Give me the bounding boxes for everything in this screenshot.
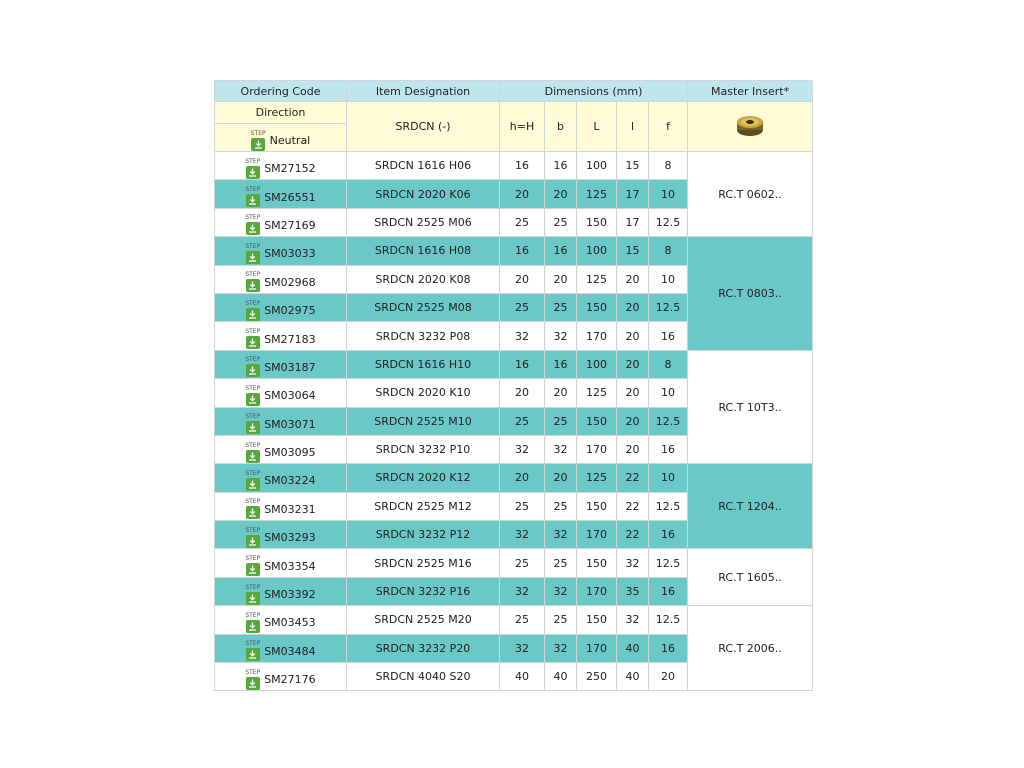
step-download-button[interactable]: STEP — [245, 443, 260, 463]
item-designation: SRDCN 2525 M10 — [347, 407, 500, 435]
dim-f: 12.5 — [649, 549, 688, 577]
dim-f: 16 — [649, 521, 688, 549]
dim-L: 150 — [577, 549, 617, 577]
ordering-code[interactable]: SM03392 — [264, 588, 316, 602]
ordering-code-cell — [215, 464, 347, 492]
item-designation: SRDCN 2020 K10 — [347, 379, 500, 407]
dim-h: 32 — [500, 634, 545, 662]
ordering-code[interactable]: SM03231 — [264, 502, 316, 516]
item-designation: SRDCN 2525 M20 — [347, 606, 500, 634]
dim-l: 35 — [617, 577, 649, 605]
dim-f: 10 — [649, 180, 688, 208]
master-insert-cell: RC.T 1605.. — [688, 549, 813, 606]
ordering-code[interactable]: SM03033 — [264, 247, 316, 261]
dim-f: 16 — [649, 634, 688, 662]
ordering-code-cell — [215, 549, 347, 577]
step-download-button[interactable]: STEP — [245, 613, 260, 633]
ordering-code[interactable]: SM03354 — [264, 559, 316, 573]
dim-L: 150 — [577, 606, 617, 634]
download-icon — [248, 452, 257, 461]
download-icon — [248, 310, 257, 319]
dim-L: 170 — [577, 577, 617, 605]
item-designation: SRDCN 1616 H06 — [347, 152, 500, 180]
download-icon — [248, 650, 257, 659]
dim-h: 25 — [500, 606, 545, 634]
item-designation: SRDCN 1616 H10 — [347, 350, 500, 378]
table-row — [215, 350, 813, 378]
download-icon — [254, 140, 263, 149]
product-table — [214, 80, 813, 691]
header-col-l: l — [617, 102, 649, 152]
dim-L: 150 — [577, 208, 617, 236]
download-icon — [248, 281, 257, 290]
dim-b: 25 — [545, 492, 577, 520]
dim-l: 20 — [617, 435, 649, 463]
header-col-b: b — [545, 102, 577, 152]
header-dimensions: Dimensions (mm) — [500, 81, 688, 102]
ordering-code-cell — [215, 521, 347, 549]
table-row — [215, 152, 813, 180]
step-download-button[interactable]: STEP — [245, 159, 260, 179]
ordering-code-cell — [215, 208, 347, 236]
dim-L: 125 — [577, 464, 617, 492]
item-designation: SRDCN 2525 M06 — [347, 208, 500, 236]
dim-L: 100 — [577, 237, 617, 265]
master-insert-cell: RC.T 0803.. — [688, 237, 813, 351]
master-insert-cell: RC.T 1204.. — [688, 464, 813, 549]
header-col-L: L — [577, 102, 617, 152]
step-download-button[interactable]: STEP — [245, 357, 260, 377]
dim-L: 170 — [577, 521, 617, 549]
dim-b: 32 — [545, 521, 577, 549]
dim-b: 40 — [545, 663, 577, 691]
dim-b: 25 — [545, 208, 577, 236]
download-icon — [248, 508, 257, 517]
item-designation: SRDCN 3232 P08 — [347, 322, 500, 350]
header-neutral: STEP Neutral — [215, 124, 347, 152]
dim-L: 150 — [577, 407, 617, 435]
dim-l: 32 — [617, 606, 649, 634]
item-designation: SRDCN 3232 P16 — [347, 577, 500, 605]
step-download-button[interactable]: STEP — [245, 215, 260, 235]
ordering-code-cell — [215, 322, 347, 350]
dim-f: 8 — [649, 350, 688, 378]
dim-b: 20 — [545, 379, 577, 407]
ordering-code-cell — [215, 350, 347, 378]
download-icon — [248, 565, 257, 574]
dim-h: 32 — [500, 577, 545, 605]
ordering-code-cell — [215, 606, 347, 634]
header-col-h: h=H — [500, 102, 545, 152]
table-row — [215, 606, 813, 634]
dim-L: 125 — [577, 265, 617, 293]
step-download-button[interactable]: STEP — [245, 244, 260, 264]
dim-h: 20 — [500, 180, 545, 208]
download-icon — [248, 253, 257, 262]
dim-L: 100 — [577, 350, 617, 378]
step-download-button[interactable]: STEP — [245, 499, 260, 519]
step-download-button[interactable]: STEP — [245, 414, 260, 434]
step-download-button[interactable]: STEP — [245, 329, 260, 349]
dim-f: 8 — [649, 237, 688, 265]
dim-L: 150 — [577, 293, 617, 321]
header-ordering-code: Ordering Code — [215, 81, 347, 102]
dim-f: 16 — [649, 577, 688, 605]
dim-h: 40 — [500, 663, 545, 691]
header-master-insert: Master Insert* — [688, 81, 813, 102]
dim-b: 16 — [545, 350, 577, 378]
dim-b: 25 — [545, 407, 577, 435]
ordering-code-cell — [215, 293, 347, 321]
dim-l: 22 — [617, 492, 649, 520]
download-icon — [248, 594, 257, 603]
ordering-code[interactable]: SM27169 — [264, 218, 316, 232]
ordering-code-cell — [215, 577, 347, 605]
item-designation: SRDCN 2020 K08 — [347, 265, 500, 293]
dim-l: 20 — [617, 322, 649, 350]
dim-l: 20 — [617, 379, 649, 407]
ordering-code-cell — [215, 379, 347, 407]
dim-b: 32 — [545, 435, 577, 463]
header-direction: Direction — [215, 102, 347, 124]
dim-b: 32 — [545, 322, 577, 350]
dim-h: 20 — [500, 379, 545, 407]
table-row — [215, 549, 813, 577]
ordering-code[interactable]: SM02968 — [264, 275, 316, 289]
ordering-code[interactable]: SM03187 — [264, 360, 316, 374]
dim-h: 25 — [500, 549, 545, 577]
ordering-code[interactable]: SM03095 — [264, 446, 316, 460]
download-icon — [248, 537, 257, 546]
ordering-code[interactable]: SM03293 — [264, 531, 316, 545]
download-icon — [248, 196, 257, 205]
download-icon — [248, 480, 257, 489]
master-insert-image — [688, 102, 813, 152]
ordering-code[interactable]: SM27176 — [264, 673, 316, 687]
ordering-code-cell — [215, 152, 347, 180]
dim-f: 16 — [649, 435, 688, 463]
ordering-code-cell — [215, 492, 347, 520]
ordering-code[interactable]: SM03484 — [264, 644, 316, 658]
dim-l: 20 — [617, 407, 649, 435]
step-download-button[interactable]: STEP — [245, 471, 260, 491]
item-designation: SRDCN 2525 M12 — [347, 492, 500, 520]
dim-b: 16 — [545, 152, 577, 180]
dim-b: 20 — [545, 464, 577, 492]
step-download-button[interactable]: STEP — [245, 301, 260, 321]
dim-L: 125 — [577, 379, 617, 407]
dim-L: 170 — [577, 435, 617, 463]
step-download-button[interactable]: STEP — [245, 585, 260, 605]
dim-h: 32 — [500, 322, 545, 350]
dim-L: 100 — [577, 152, 617, 180]
dim-h: 16 — [500, 152, 545, 180]
dim-b: 32 — [545, 634, 577, 662]
dim-b: 25 — [545, 606, 577, 634]
dim-L: 170 — [577, 322, 617, 350]
download-icon — [248, 168, 257, 177]
dim-h: 25 — [500, 293, 545, 321]
header-item-designation: Item Designation — [347, 81, 500, 102]
dim-h: 20 — [500, 464, 545, 492]
dim-h: 32 — [500, 521, 545, 549]
insert-image-icon — [735, 112, 765, 138]
step-download-button[interactable]: STEP — [245, 670, 260, 690]
dim-L: 170 — [577, 634, 617, 662]
ordering-code-cell — [215, 265, 347, 293]
download-icon — [248, 679, 257, 688]
dim-f: 10 — [649, 379, 688, 407]
dim-f: 12.5 — [649, 407, 688, 435]
dim-h: 25 — [500, 208, 545, 236]
step-download-button[interactable]: STEP — [245, 556, 260, 576]
item-designation: SRDCN 3232 P10 — [347, 435, 500, 463]
item-designation: SRDCN 2525 M16 — [347, 549, 500, 577]
download-icon — [248, 395, 257, 404]
item-designation: SRDCN 2020 K06 — [347, 180, 500, 208]
item-designation: SRDCN 3232 P12 — [347, 521, 500, 549]
dim-l: 32 — [617, 549, 649, 577]
step-download-button[interactable]: STEP — [245, 386, 260, 406]
ordering-code[interactable]: SM27152 — [264, 162, 316, 176]
item-designation: SRDCN 2020 K12 — [347, 464, 500, 492]
ordering-code[interactable]: SM03453 — [264, 616, 316, 630]
dim-l: 17 — [617, 180, 649, 208]
download-icon — [248, 224, 257, 233]
dim-l: 20 — [617, 350, 649, 378]
ordering-code[interactable]: SM02975 — [264, 304, 316, 318]
step-download-button[interactable]: STEP — [245, 528, 260, 548]
dim-b: 20 — [545, 180, 577, 208]
table-row — [215, 464, 813, 492]
dim-f: 12.5 — [649, 293, 688, 321]
dim-f: 8 — [649, 152, 688, 180]
dim-l: 20 — [617, 293, 649, 321]
ordering-code-cell — [215, 663, 347, 691]
table-row — [215, 237, 813, 265]
dim-l: 40 — [617, 663, 649, 691]
dim-h: 25 — [500, 407, 545, 435]
dim-h: 16 — [500, 237, 545, 265]
dim-f: 12.5 — [649, 606, 688, 634]
download-icon — [248, 338, 257, 347]
dim-l: 15 — [617, 152, 649, 180]
dim-f: 10 — [649, 265, 688, 293]
dim-L: 250 — [577, 663, 617, 691]
dim-l: 20 — [617, 265, 649, 293]
ordering-code[interactable]: SM27183 — [264, 332, 316, 346]
ordering-code-cell — [215, 407, 347, 435]
dim-l: 17 — [617, 208, 649, 236]
ordering-code[interactable]: SM03224 — [264, 474, 316, 488]
dim-f: 16 — [649, 322, 688, 350]
dim-f: 10 — [649, 464, 688, 492]
ordering-code[interactable]: SM26551 — [264, 190, 316, 204]
dim-h: 25 — [500, 492, 545, 520]
item-designation: SRDCN 3232 P20 — [347, 634, 500, 662]
dim-l: 22 — [617, 521, 649, 549]
dim-b: 16 — [545, 237, 577, 265]
ordering-code-cell — [215, 435, 347, 463]
dim-f: 20 — [649, 663, 688, 691]
item-designation: SRDCN 4040 S20 — [347, 663, 500, 691]
step-download-button[interactable]: STEP — [245, 272, 260, 292]
dim-L: 150 — [577, 492, 617, 520]
step-download-button[interactable]: STEP — [251, 131, 266, 151]
dim-l: 15 — [617, 237, 649, 265]
master-insert-cell: RC.T 0602.. — [688, 152, 813, 237]
dim-l: 40 — [617, 634, 649, 662]
item-designation: SRDCN 1616 H08 — [347, 237, 500, 265]
download-icon — [248, 423, 257, 432]
ordering-code-cell — [215, 634, 347, 662]
ordering-code-cell — [215, 180, 347, 208]
dim-L: 125 — [577, 180, 617, 208]
dim-l: 22 — [617, 464, 649, 492]
dim-b: 20 — [545, 265, 577, 293]
step-download-button[interactable]: STEP — [245, 187, 260, 207]
master-insert-cell: RC.T 10T3.. — [688, 350, 813, 464]
dim-f: 12.5 — [649, 492, 688, 520]
master-insert-cell: RC.T 2006.. — [688, 606, 813, 691]
ordering-code[interactable]: SM03071 — [264, 417, 316, 431]
header-col-f: f — [649, 102, 688, 152]
download-icon — [248, 366, 257, 375]
ordering-code-cell — [215, 237, 347, 265]
dim-b: 25 — [545, 549, 577, 577]
dim-b: 32 — [545, 577, 577, 605]
dim-h: 20 — [500, 265, 545, 293]
dim-b: 25 — [545, 293, 577, 321]
dim-f: 12.5 — [649, 208, 688, 236]
step-download-button[interactable]: STEP — [245, 641, 260, 661]
download-icon — [248, 622, 257, 631]
header-srdcn: SRDCN (-) — [347, 102, 500, 152]
dim-h: 32 — [500, 435, 545, 463]
dim-h: 16 — [500, 350, 545, 378]
item-designation: SRDCN 2525 M08 — [347, 293, 500, 321]
ordering-code[interactable]: SM03064 — [264, 389, 316, 403]
